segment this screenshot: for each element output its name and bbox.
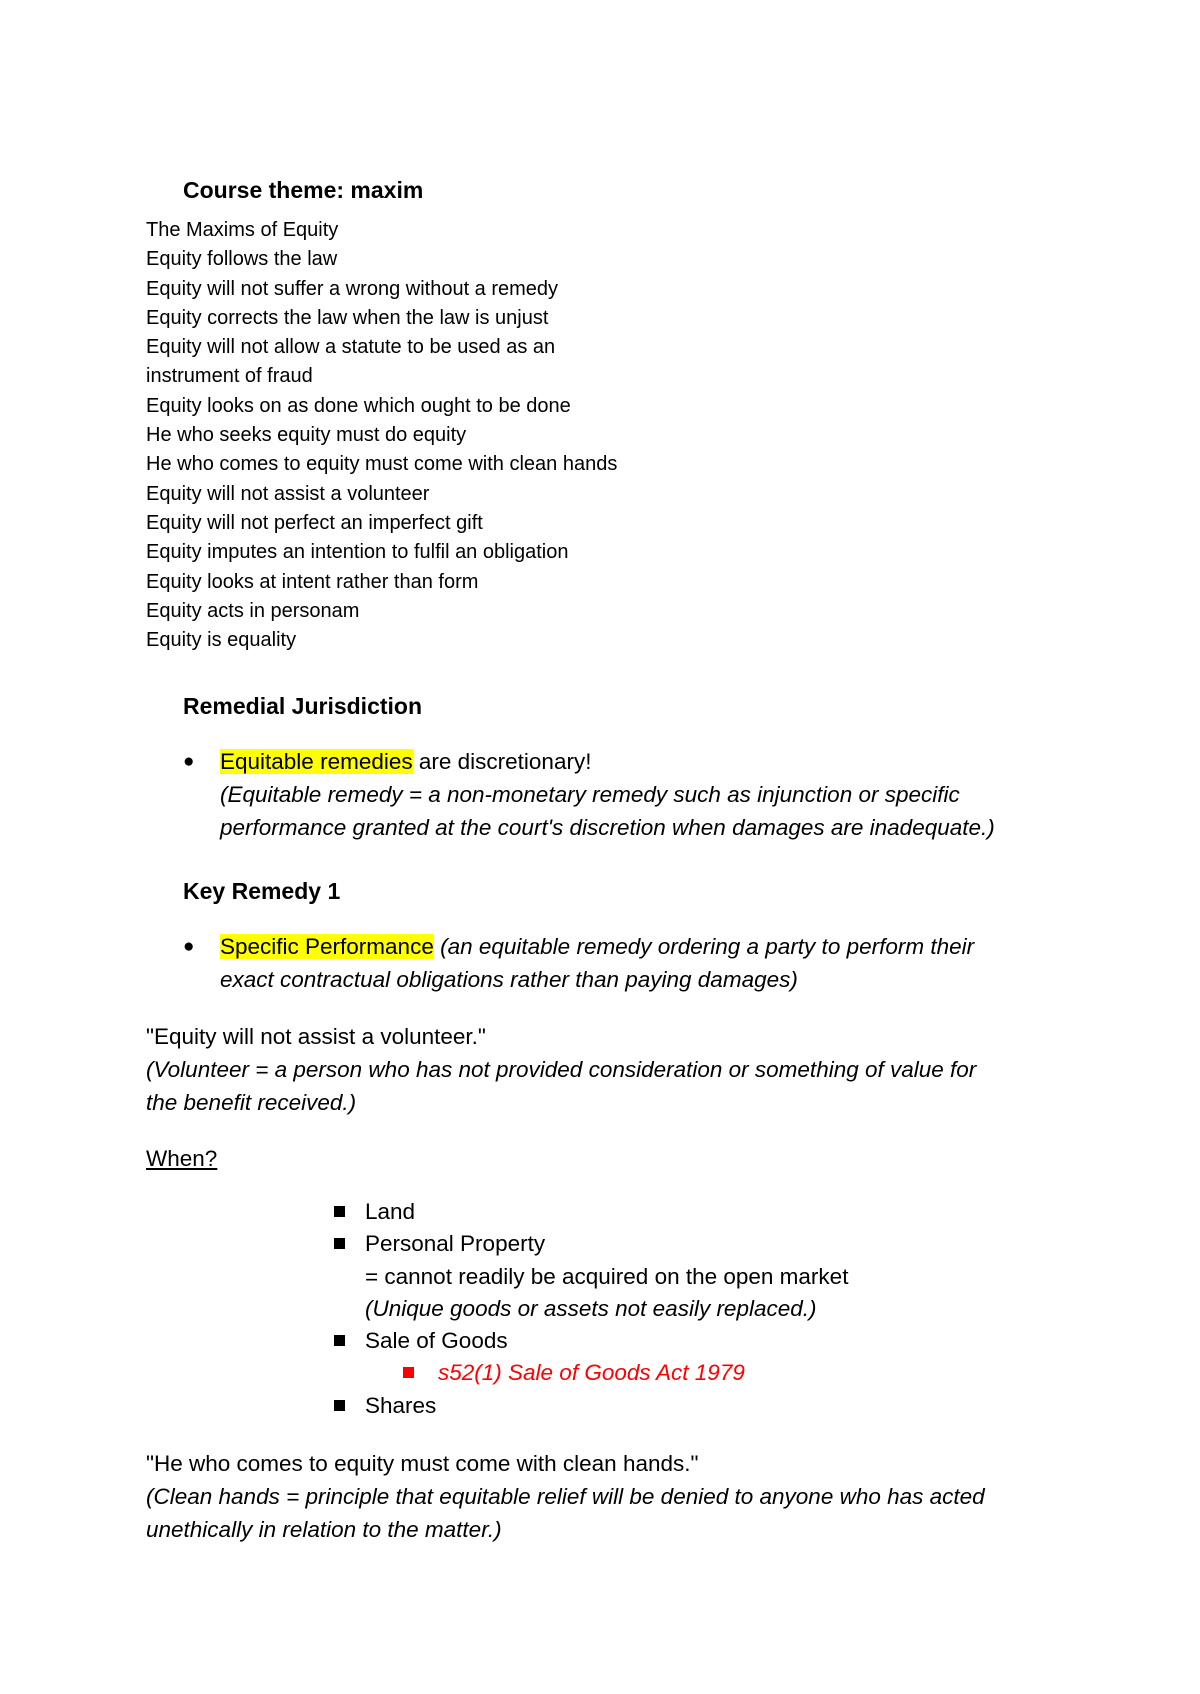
- highlighted-term: Specific Performance: [220, 934, 434, 959]
- personal-property-note: = cannot readily be acquired on the open market: [365, 1264, 849, 1289]
- heading-key-remedy: Key Remedy 1: [183, 878, 341, 904]
- volunteer-quote: "Equity will not assist a volunteer.": [146, 1024, 486, 1049]
- when-item-personal-property: Personal Property: [365, 1231, 546, 1256]
- remedial-note: performance granted at the court's discretion when damages are inadequate.): [220, 815, 995, 840]
- when-item-shares: Shares: [365, 1393, 437, 1418]
- clean-hands-note: (Clean hands = principle that equitable relief will be denied to anyone who has acted: [146, 1484, 985, 1509]
- key-remedy-definition: exact contractual obligations rather than paying damages): [220, 967, 798, 992]
- maxim-item: Equity will not perfect an imperfect gift: [146, 511, 483, 534]
- maxims-list: [146, 216, 617, 655]
- maxim-item: Equity will not suffer a wrong without a remedy: [146, 277, 559, 300]
- maxim-item: Equity acts in personam: [146, 599, 360, 622]
- maxim-item: Equity looks on as done which ought to be done: [146, 394, 571, 417]
- square-bullet: [334, 1335, 345, 1346]
- when-item-land: Land: [365, 1199, 416, 1224]
- maxim-item: Equity will not allow a statute to be used as an: [146, 336, 556, 359]
- maxim-item: The Maxims of Equity: [146, 219, 339, 241]
- square-bullet: [334, 1206, 345, 1217]
- maxim-item: Equity corrects the law when the law is unjust: [146, 306, 549, 329]
- volunteer-note: (Volunteer = a person who has not provided consideration or something of value for: [146, 1057, 977, 1082]
- maxim-item: He who seeks equity must do equity: [146, 424, 467, 447]
- maxim-item: Equity looks at intent rather than form: [146, 570, 479, 593]
- square-bullet: [334, 1238, 345, 1249]
- square-bullet: [334, 1400, 345, 1411]
- clean-hands-quote: "He who comes to equity must come with clean hands.": [146, 1451, 699, 1476]
- clean-hands-note: unethically in relation to the matter.): [146, 1517, 502, 1542]
- maxim-item: Equity is equality: [146, 629, 297, 652]
- highlighted-term: Equitable remedies: [220, 749, 413, 774]
- heading-remedial-jurisdiction: Remedial Jurisdiction: [183, 693, 423, 719]
- key-remedy-bullet-text: Specific Performance (an equitable remedy ordering a party to perform their: [220, 934, 975, 959]
- maxim-item: Equity follows the law: [146, 248, 338, 271]
- personal-property-note-italic: (Unique goods or assets not easily replaced.): [365, 1296, 817, 1321]
- when-item-sale-of-goods: Sale of Goods: [365, 1328, 508, 1353]
- bullet-dot: ●: [183, 936, 195, 957]
- maxim-item: Equity imputes an intention to fulfil an obligation: [146, 541, 569, 564]
- bullet-dot: ●: [183, 751, 195, 772]
- statute-reference: s52(1) Sale of Goods Act 1979: [438, 1360, 745, 1385]
- when-label: When?: [146, 1146, 218, 1171]
- volunteer-note: the benefit received.): [146, 1090, 357, 1115]
- square-bullet: [403, 1367, 414, 1378]
- maxim-item: instrument of fraud: [146, 365, 313, 388]
- maxim-item: He who comes to equity must come with clean hands: [146, 453, 618, 476]
- heading-course-theme: Course theme: maxim: [183, 177, 424, 203]
- remedial-note: (Equitable remedy = a non-monetary remedy such as injunction or specific: [220, 782, 960, 807]
- maxim-item: Equity will not assist a volunteer: [146, 482, 430, 505]
- remedial-bullet-text: Equitable remedies are discretionary!: [220, 749, 592, 774]
